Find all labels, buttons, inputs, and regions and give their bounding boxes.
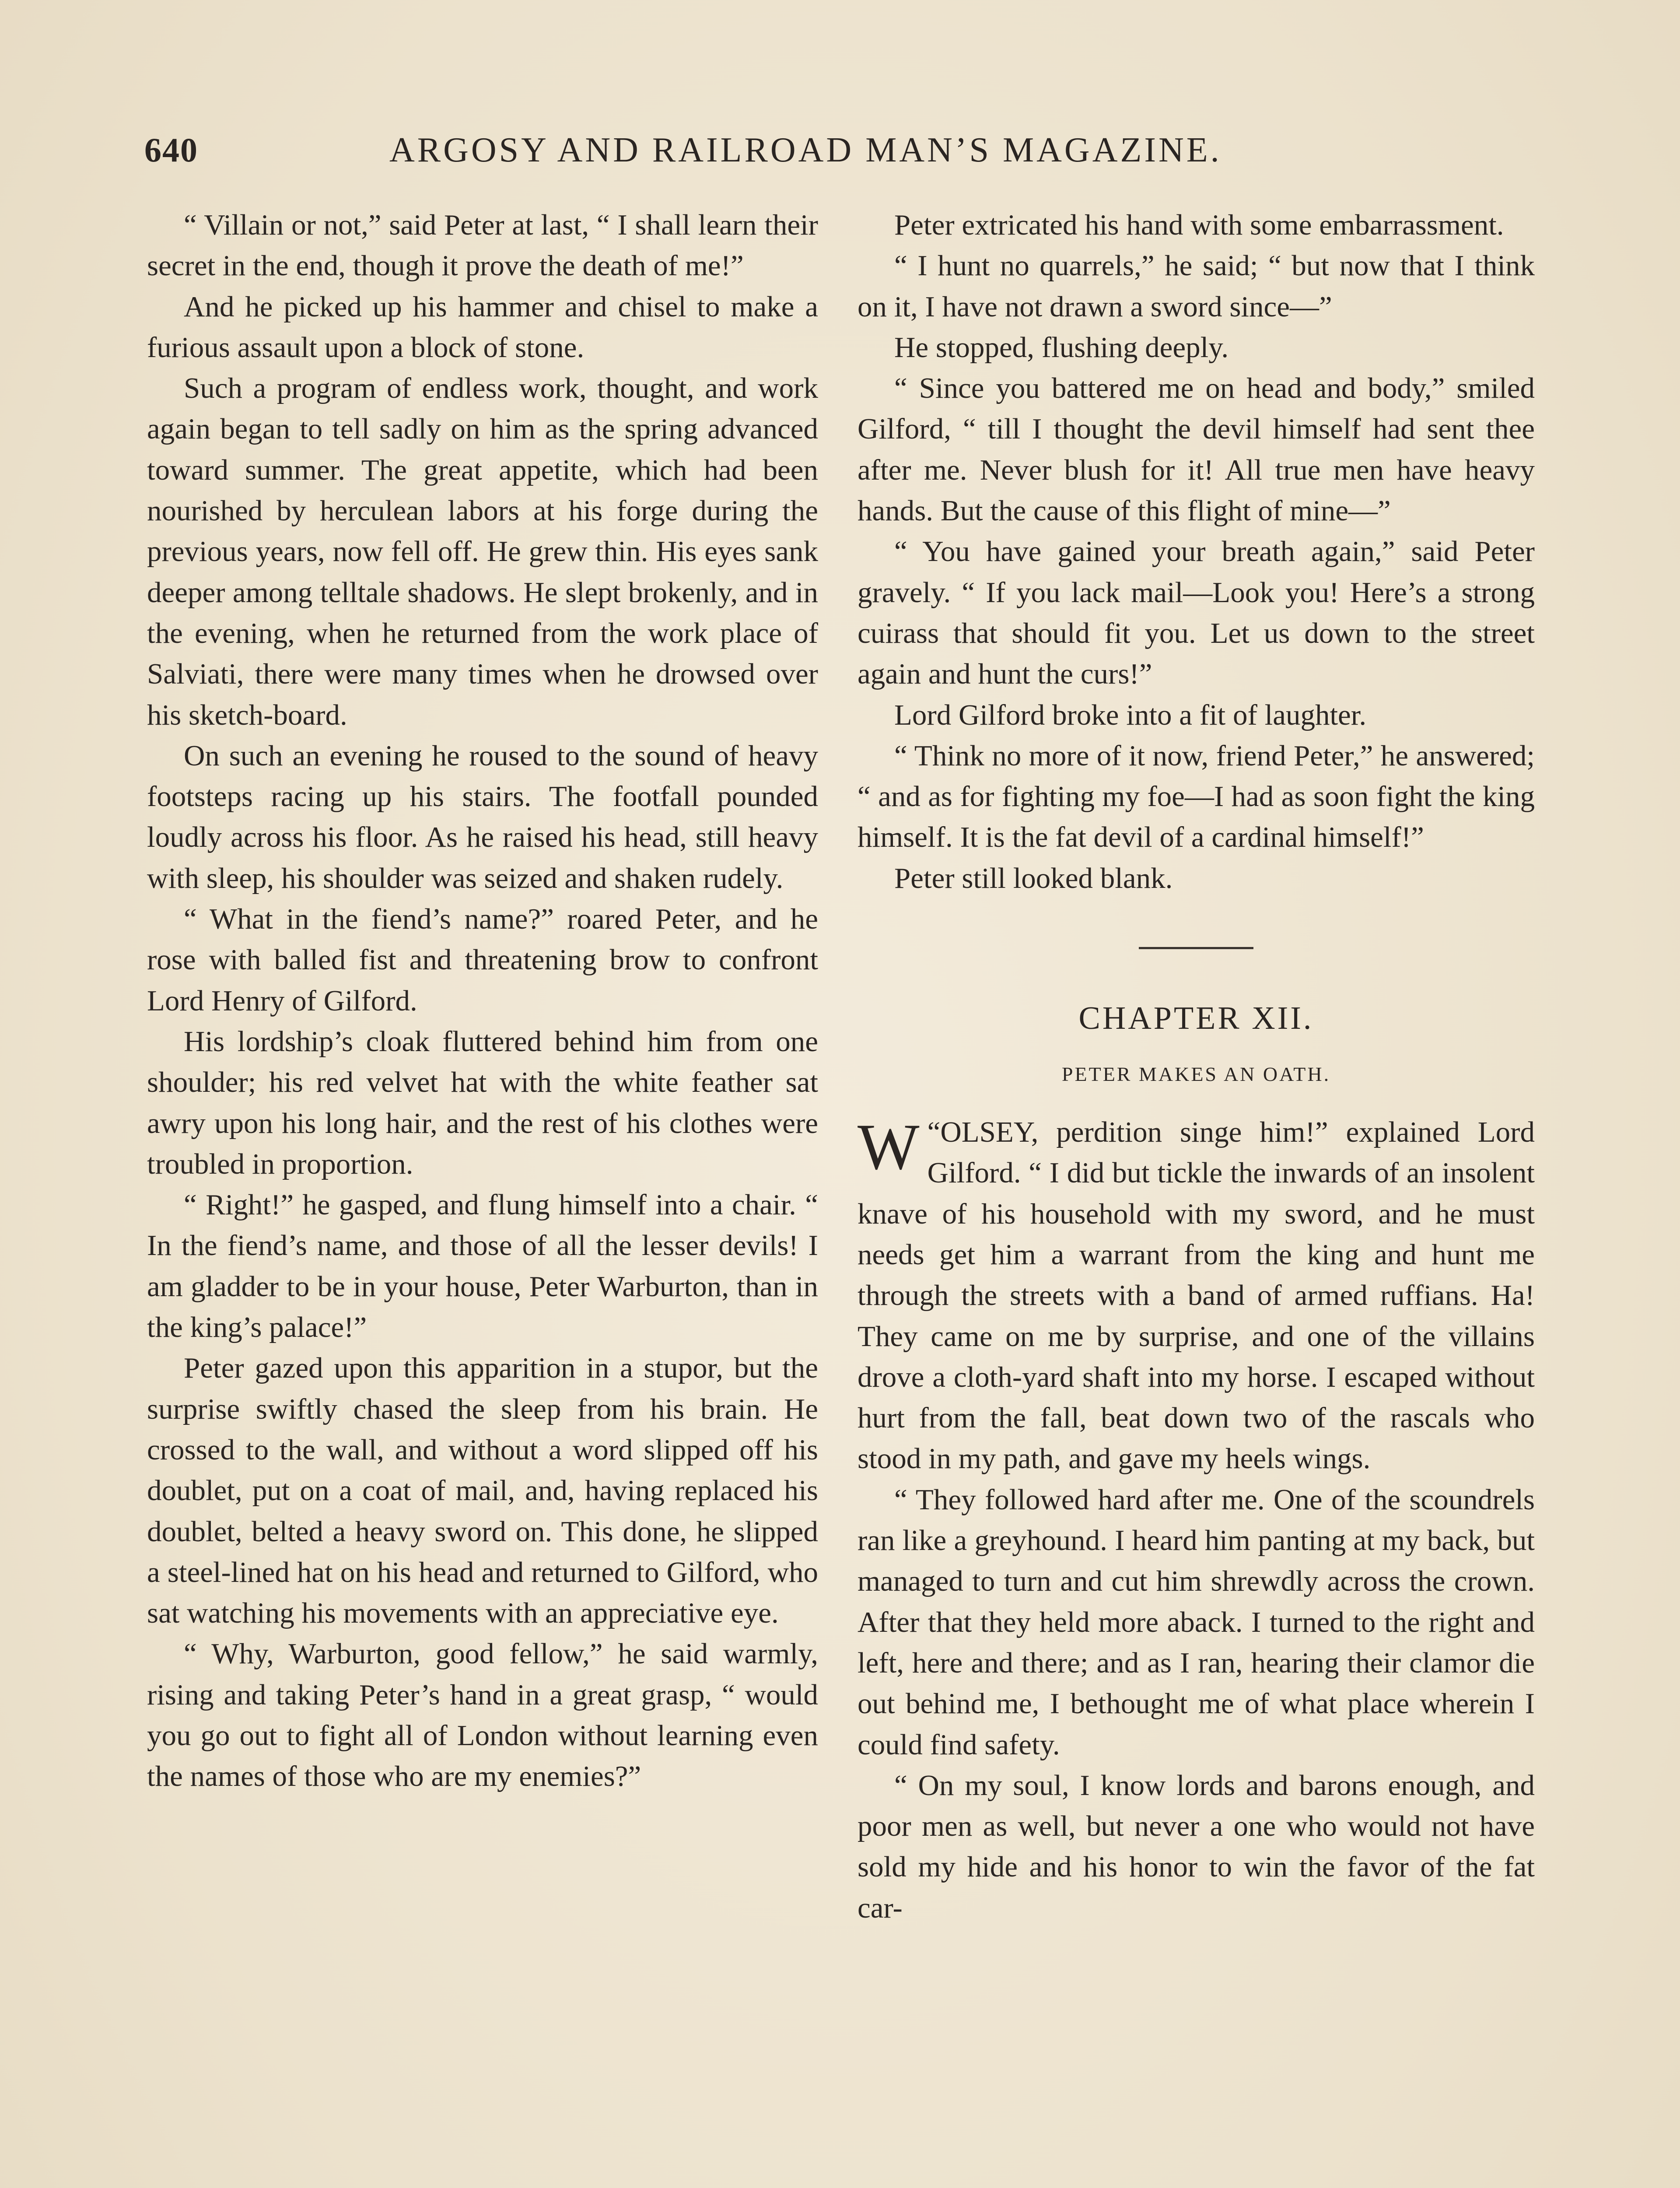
paragraph: “ Since you battered me on head and body,” smiled Gilford, “ till I thought the devil himself had sent thee after me. Never blush for it! All true men have heavy hands. But the cause of this flight of mine—” <box>858 372 1535 527</box>
opening-text: OLSEY, perdition singe him!” explained Lord Gilford. “ I did but tickle the inwards of an insolent knave of his household with my sword, and he must needs get him a warrant from the king and hunt me through the streets with a band of armed ruffians. Ha! They came on me by surprise, and one of the villains drove a cloth-yard shaft into my horse. I escaped without hurt from the fall, beat down two of the rascals who stood in my path, and gave my heels wings. <box>858 1116 1535 1475</box>
left-column <box>147 205 818 1797</box>
paragraph: “ Think no more of it now, friend Peter,” he answered; “ and as for fighting my foe—I had as soon fight the king himself. It is the fat devil of a cardinal himself!” <box>858 739 1535 854</box>
right-column <box>858 205 1535 1929</box>
paragraph: Lord Gilford broke into a fit of laughter. <box>894 698 1367 731</box>
paragraph: “ Why, Warburton, good fellow,” he said warmly, rising and taking Peter’s hand in a great grasp, “ would you go out to fight all of London without learning even the names of those who are my enemies?” <box>147 1637 818 1793</box>
opening-quote: “ <box>927 1116 941 1149</box>
chapter-subtitle: PETER MAKES AN OATH. <box>1061 1063 1331 1086</box>
paragraph: And he picked up his hammer and chisel to make a furious assault upon a block of stone. <box>147 290 818 364</box>
paragraph: His lordship’s cloak fluttered behind him from one shoulder; his red velvet hat with the white feather sat awry upon his long hair, and the rest of his clothes were troubled in proportion. <box>147 1025 818 1180</box>
paragraph: Such a program of endless work, thought, and work again began to tell sadly on him as the spring advanced toward summer. The great appetite, which had been nourished by herculean labors at his forge during the previous years, now fell off. He grew thin. His eyes sank deeper among telltale shadows. He slept brokenly, and in the evening, when he returned from the work place of Salviati, there were many times when he drowsed over his sketch-board. <box>147 372 818 731</box>
paragraph: “ What in the fiend’s name?” roared Peter, and he rose with balled fist and threatening brow to confront Lord Henry of Gilford. <box>147 903 818 1017</box>
paragraph: Peter still looked blank. <box>894 862 1173 894</box>
paragraph: “ Villain or not,” said Peter at last, “ I shall learn their secret in the end, though it prove the death of me!” <box>147 209 818 282</box>
paragraph: “ You have gained your breath again,” said Peter gravely. “ If you lack mail—Look you! Here’s a strong cuirass that should fit you. Let us down to the street again and hunt the curs!” <box>858 535 1535 691</box>
paragraph: “ Right!” he gasped, and flung himself into a chair. “ In the fiend’s name, and those of all the lesser devils! I am gladder to be in your house, Peter Warburton, than in the king’s palace!” <box>147 1189 818 1344</box>
paragraph: He stopped, flushing deeply. <box>894 331 1229 364</box>
paragraph: On such an evening he roused to the sound of heavy footsteps racing up his stairs. The footfall pounded loudly across his floor. As he raised his head, still heavy with sleep, his shoulder was seized and shaken rudely. <box>147 739 818 894</box>
section-divider <box>1139 947 1253 949</box>
running-head <box>144 130 1544 179</box>
paragraph: “ They followed hard after me. One of the scoundrels ran like a greyhound. I heard him panting at my back, but managed to turn and cut him shrewdly across the crown. After that they held more aback. I turned to the right and left, here and there; and as I ran, hearing their clamor die out behind me, I bethought me of what place wherein I could find safety. <box>858 1483 1535 1761</box>
drop-cap: W <box>858 1111 920 1184</box>
chapter-title: CHAPTER XII. <box>1078 1000 1314 1037</box>
chapter-opening-paragraph <box>858 1112 1535 1480</box>
page-number: 640 <box>144 131 198 169</box>
magazine-title: ARGOSY AND RAILROAD MAN’S MAGAZINE. <box>389 131 1222 169</box>
paragraph: “ On my soul, I know lords and barons enough, and poor men as well, but never a one who would not have sold my hide and his honor to win the favor of the fat car- <box>858 1769 1535 1924</box>
paragraph: Peter gazed upon this apparition in a stupor, but the surprise swiftly chased the sleep from his brain. He crossed to the wall, and without a word slipped off his doublet, put on a coat of mail, and, having replaced his doublet, belted a heavy sword on. This done, he slipped a steel-lined hat on his head and returned to Gilford, who sat watching his movements with an appreciative eye. <box>147 1352 818 1630</box>
paragraph: Peter extricated his hand with some embarrassment. <box>894 209 1504 241</box>
paragraph: “ I hunt no quarrels,” he said; “ but now that I think on it, I have not drawn a sword since—” <box>858 249 1535 323</box>
